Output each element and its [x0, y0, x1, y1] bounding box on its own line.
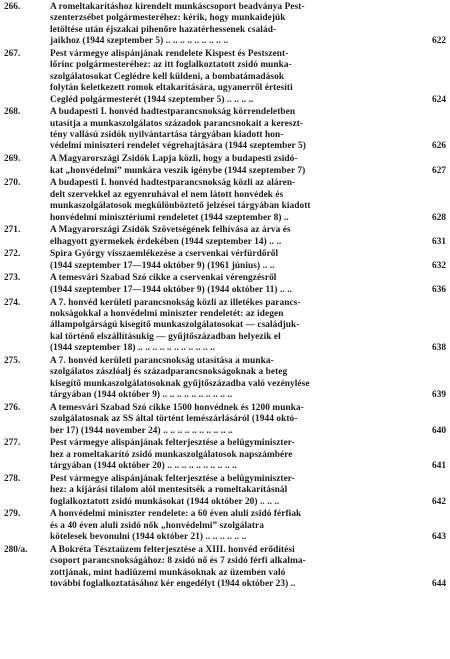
document-title — [50, 107, 424, 153]
page-number: 641 — [432, 461, 446, 472]
document-title — [50, 356, 424, 402]
title-line: foglalkoztatott zsidó munkásokat (1944 október 20) .. .. .. — [50, 496, 280, 507]
title-line: lőrinc polgármesteréhez: az itt foglalkoztatott zsidó munka- — [50, 60, 292, 71]
page-number: 628 — [432, 212, 446, 223]
title-line: szolgálatosnak az SS által történt lemészárlásáról (1944 októ- — [50, 414, 298, 425]
title-line: A Magyarországi Zsidók Lapja közli, hogy a budapesti zsidó- — [50, 154, 298, 165]
title-line: tény vallású zsidók nyilvántartása tárgyában kiadott hon- — [50, 130, 284, 141]
document-entry — [0, 249, 450, 272]
title-line: szolgálatosokat Ceglédre kell küldeni, a bombatámadások — [50, 71, 285, 82]
document-entry — [0, 509, 450, 543]
document-number: 274. — [4, 297, 21, 308]
document-title — [50, 438, 424, 472]
document-entry — [0, 438, 450, 472]
page-number: 626 — [432, 141, 446, 152]
document-entry — [0, 2, 450, 48]
page-number: 640 — [432, 425, 446, 436]
page-number: 631 — [432, 236, 446, 247]
document-number: 270. — [4, 178, 21, 189]
title-line: kisegítő munkaszolgálatosoknak gyűjtőszázadba való vezénylése — [50, 378, 310, 389]
page-number: 622 — [432, 36, 446, 47]
title-line: A temesvári Szabad Szó cikke a cservenkai vérengzésről — [50, 273, 277, 284]
document-entry — [0, 107, 450, 153]
title-line: nokságokkal a honvédelmi miniszter rendeletét: az idegen — [50, 308, 284, 319]
title-line: állampolgárságú kisegítő munkaszolgálatosokat — családjuk- — [50, 320, 300, 331]
document-title — [50, 474, 424, 508]
page-number: 636 — [432, 284, 446, 295]
title-line: kötelesek bevonulni (1944 október 21) .. .. .. .. .. .. — [50, 532, 247, 543]
title-line: (1944 szeptember 17—1944 október 9) (1944 október 11) .. .. — [50, 284, 293, 295]
title-line: Spira György visszaemlékezése a cservenkai vérfürdőről — [50, 249, 279, 260]
document-number: 280/a. — [4, 544, 28, 555]
document-title — [50, 2, 424, 48]
title-line: Pest vármegye alispánjának felterjesztése a belügyminiszter- — [50, 473, 295, 484]
page-number: 627 — [432, 165, 446, 176]
document-number: 271. — [4, 225, 21, 236]
title-line: kat „honvédelmi” munkára veszik igénybe (1944 szeptember 7) — [50, 165, 306, 176]
title-line: kal történő elszállításukig — gyűjtőszázadban helyezik el — [50, 331, 281, 342]
title-line: elhagyott gyermekek érdekében (1944 szeptember 14) .. .. — [50, 236, 282, 247]
title-line: A honvédelmi miniszter rendelete: a 60 éven aluli zsidó férfiak — [50, 509, 302, 520]
title-line: A Magyarországi Zsidók Szövetségének felhívása az árva és — [50, 225, 291, 236]
table-of-contents — [0, 2, 450, 592]
document-number: 272. — [4, 249, 21, 260]
document-entry — [0, 356, 450, 402]
title-line: utasítja a munkaszolgálatos századok parancsnokait a kereszt- — [50, 118, 304, 129]
title-line: Cegléd polgármesterét (1944 szeptember 5) .. .. .. .. — [50, 94, 254, 105]
title-line: delt szervekkel az egyenruhával el nem látott honvédek és — [50, 189, 284, 200]
title-line: (1944 szeptember 18) .. .. .. .. .. .. .. .. .. .. .. — [50, 343, 215, 354]
title-line: A budapesti I. honvéd hadtestparancsnokság körrendeletben — [50, 107, 296, 118]
document-title — [50, 154, 424, 177]
page-number: 638 — [432, 343, 446, 354]
title-line: tárgyában (1944 október 9) .. .. .. .. .. .. .. .. .. .. — [50, 390, 233, 401]
document-number: 275. — [4, 355, 21, 366]
title-line: A Bokréta Tésztaüzem felterjesztése a XIII. honvéd erődítési — [50, 544, 295, 555]
document-number: 269. — [4, 154, 21, 165]
document-entry — [0, 298, 450, 355]
document-title — [50, 273, 424, 296]
title-line: (1944 szeptember 17—1944 október 9) (1961 június) .. .. — [50, 260, 275, 271]
title-line: szenterzsébet polgármesteréhez: kérik, hogy munkaidejük — [50, 13, 286, 24]
document-entry — [0, 49, 450, 106]
page-number: 644 — [432, 579, 446, 590]
title-line: honvédelmi minisztériumi rendeletet (1944 szeptember 8) .. — [50, 212, 289, 223]
document-number: 279. — [4, 509, 21, 520]
title-line: munkaszolgálatosok megkülönböztető jelzései tárgyában kiadott — [50, 201, 311, 212]
title-line: A romeltakarításhoz kirendelt munkáscsoport beadványa Pest- — [50, 2, 305, 12]
title-line: jaikhoz (1944 szeptember 5) .. .. .. .. .. .. .. .. .. — [50, 36, 229, 47]
page-number: 632 — [432, 260, 446, 271]
document-title — [50, 178, 424, 224]
page-number: 624 — [432, 94, 446, 105]
title-line: hez a romeltakarító zsidó munkaszolgálatosok napszámbére — [50, 449, 293, 460]
document-entry — [0, 545, 450, 591]
title-line: szolgálatos zászlóalj és századparancsnokságoknak a beteg — [50, 367, 288, 378]
title-line: A budapesti I. honvéd hadtestparancsnokság közli az aláren- — [50, 178, 296, 189]
document-number: 268. — [4, 107, 21, 118]
title-line: ber 17) (1944 november 24) .. .. .. .. .. .. .. .. .. .. — [50, 425, 233, 436]
document-number: 277. — [4, 438, 21, 449]
document-number: 276. — [4, 402, 21, 413]
title-line: A temesvári Szabad Szó cikke 1500 honvédnek és 1200 munka- — [50, 402, 304, 413]
title-line: további foglalkoztatásához kér engedélyt (1944 október 23) .. — [50, 579, 296, 590]
document-number: 267. — [4, 48, 21, 59]
document-number: 273. — [4, 273, 21, 284]
title-line: letöltése után éjszakai pihenőre hazatérhessenek család- — [50, 24, 277, 35]
document-title — [50, 49, 424, 106]
title-line: Pest vármegye alispánjának felterjesztése a belügyminiszter- — [50, 438, 295, 449]
document-title — [50, 545, 424, 591]
document-entry — [0, 273, 450, 296]
document-number: 278. — [4, 473, 21, 484]
title-line: folytán keletkezett romok eltakarítására, ugyanerről értesíti — [50, 83, 293, 94]
document-title — [50, 249, 424, 272]
title-line: A 7. honvéd kerületi parancsnokság közli az illetékes parancs- — [50, 297, 301, 308]
document-title — [50, 298, 424, 355]
document-title — [50, 403, 424, 437]
title-line: Pest vármegye alispánjának rendelete Kispest és Pestszent- — [50, 48, 289, 59]
document-title — [50, 225, 424, 248]
document-number: 266. — [4, 2, 21, 12]
title-line: és a 40 éven aluli zsidó nők „honvédelmi” szolgálatra — [50, 520, 264, 531]
document-entry — [0, 225, 450, 248]
page-number: 639 — [432, 390, 446, 401]
title-line: hez: a kijárási tilalom alól mentesítsék a romeltakarításnál — [50, 485, 288, 496]
document-entry — [0, 178, 450, 224]
document-entry — [0, 154, 450, 177]
page-number: 642 — [432, 496, 446, 507]
title-line: A 7. honvéd kerületi parancsnokság utasítása a munka- — [50, 355, 274, 366]
title-line: zottjának, mint hadiüzemi munkásoknak az üzemben való — [50, 567, 286, 578]
page-number: 643 — [432, 532, 446, 543]
document-title — [50, 509, 424, 543]
document-entry — [0, 403, 450, 437]
title-line: csoport parancsnokságához: 8 zsidó nő és 7 zsidó férfi alkalma- — [50, 556, 306, 567]
title-line: védelmi miniszteri rendelet végrehajtására (1944 szeptember 5) — [50, 141, 306, 152]
document-entry — [0, 474, 450, 508]
title-line: tárgyában (1944 október 20) .. .. .. .. .. .. .. .. .. .. — [50, 461, 237, 472]
